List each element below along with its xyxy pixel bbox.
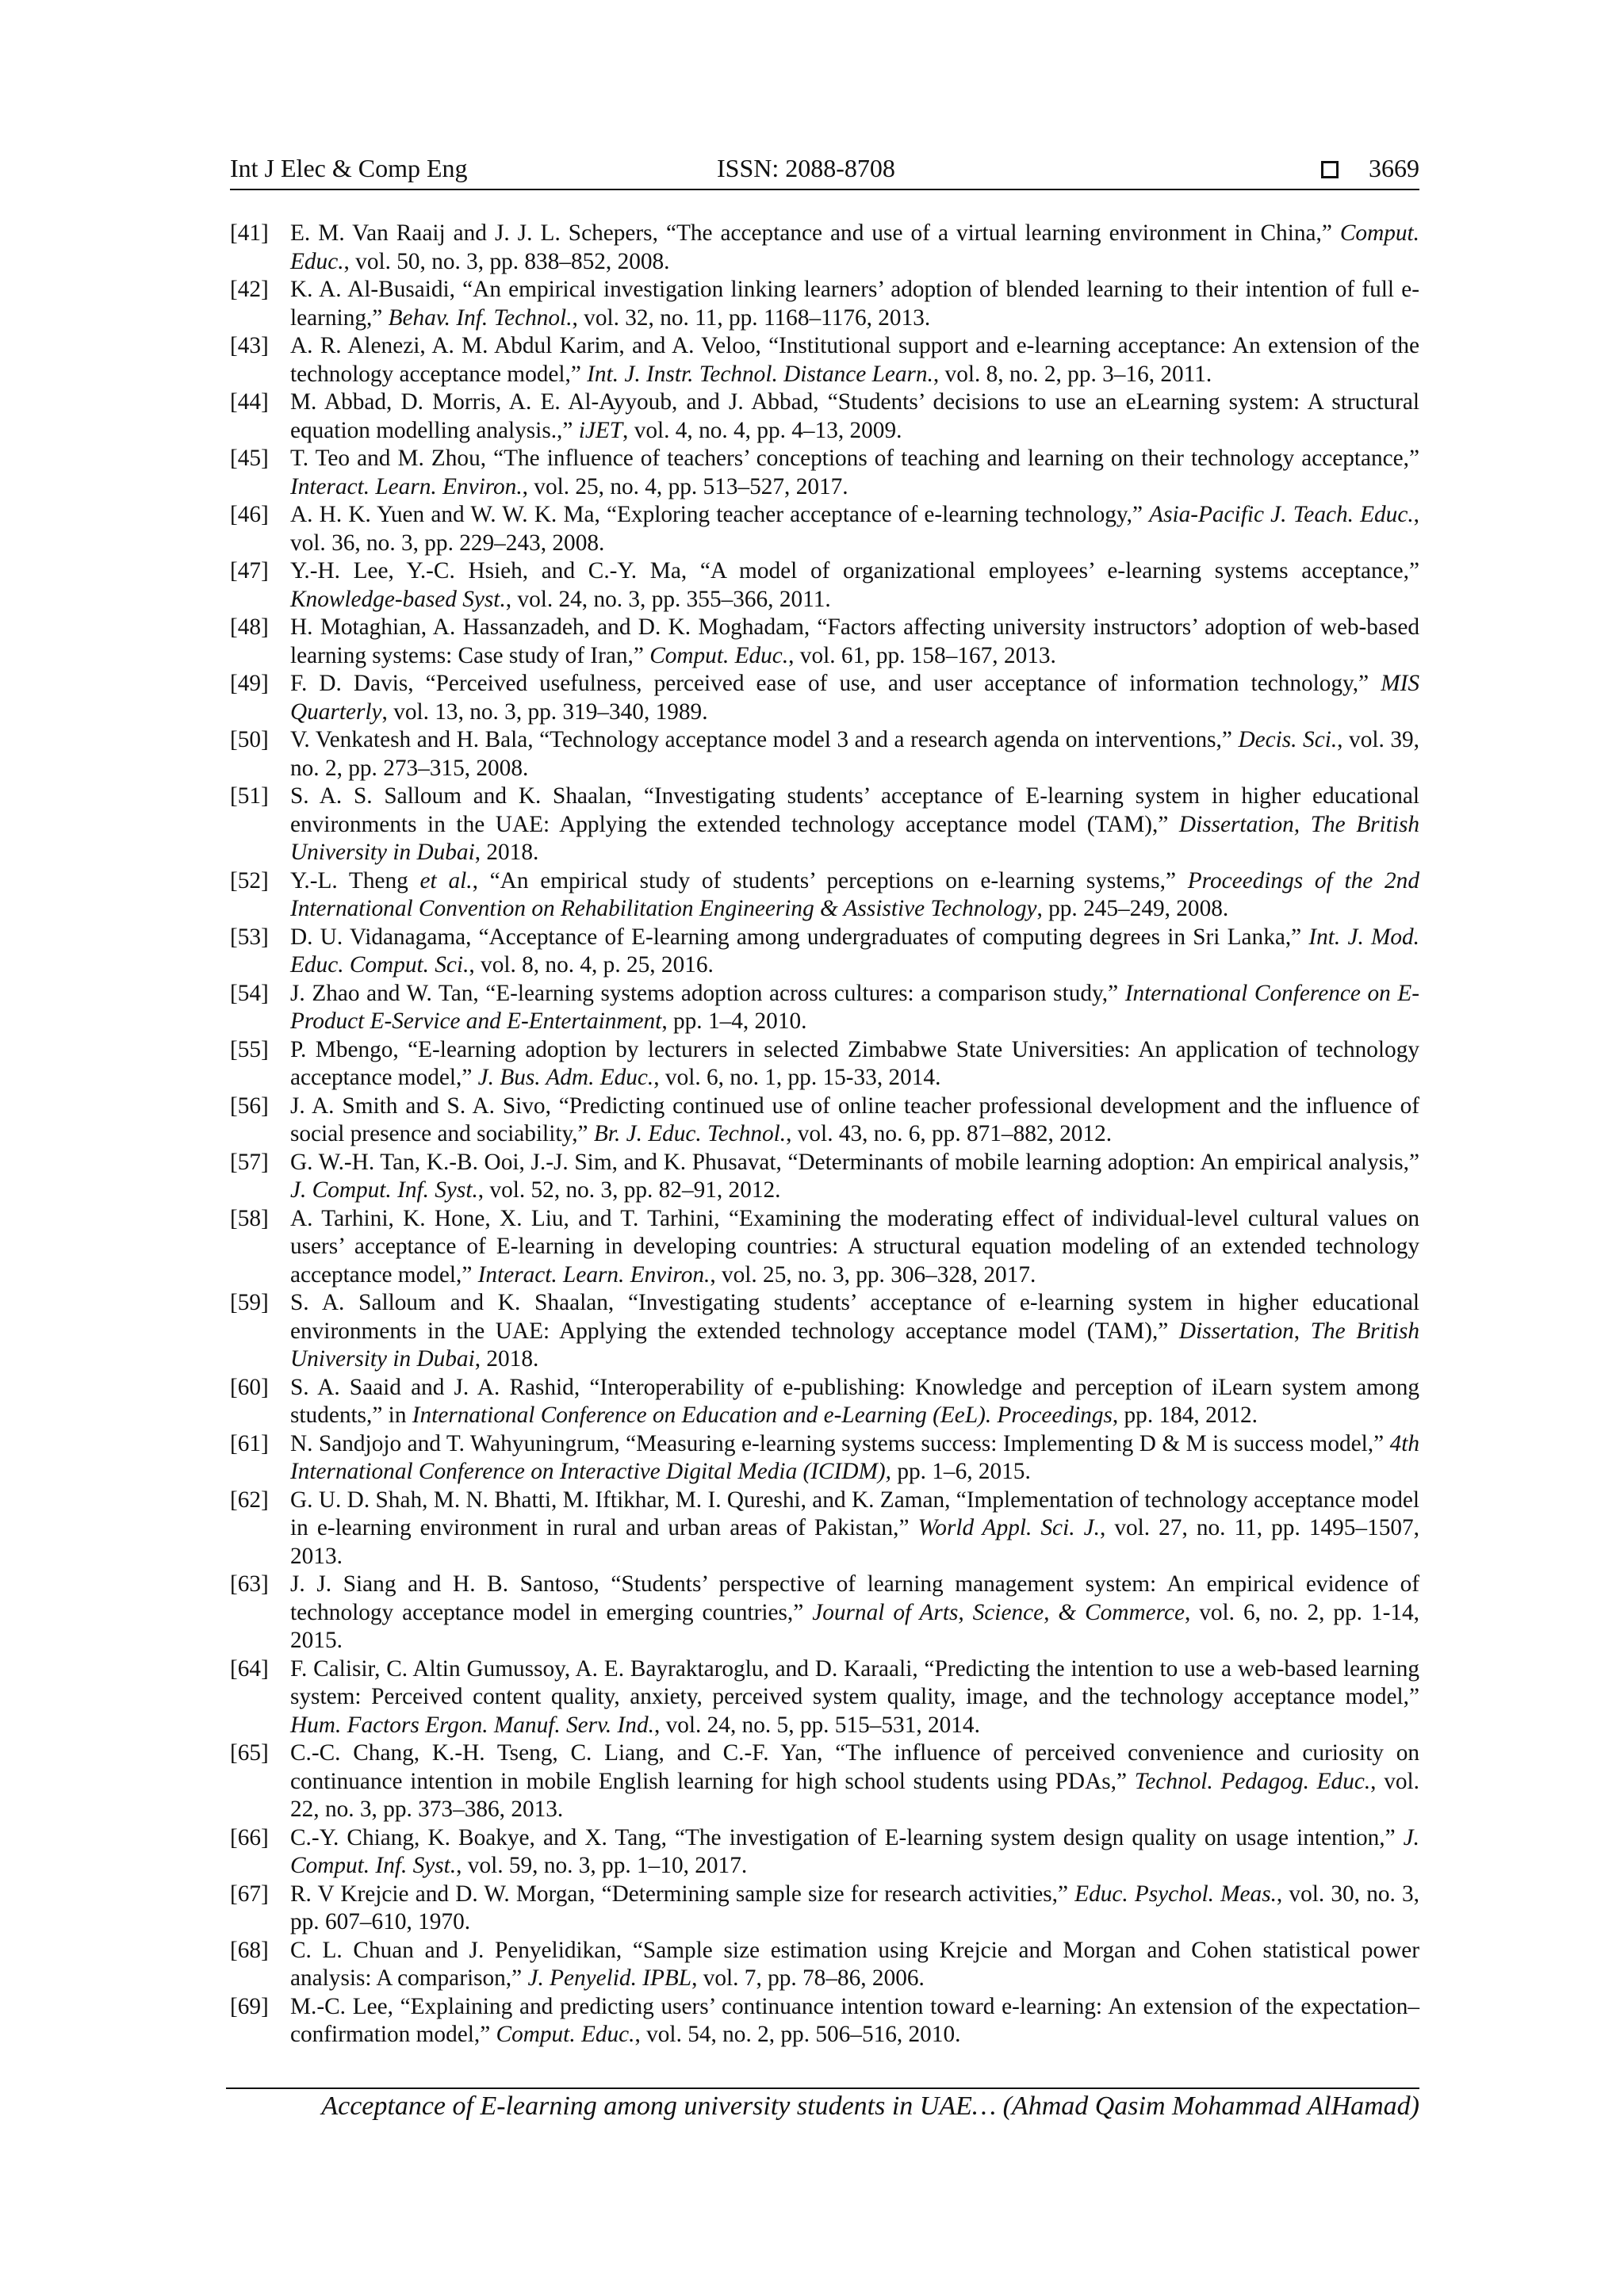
reference-item	[230, 1993, 1419, 2049]
reference-source: J. Comput. Inf. Syst.	[290, 1177, 478, 1203]
header-rule	[230, 189, 1419, 190]
reference-segment: S. A. Salloum and K. Shaalan, “Investigating students’ acceptance of e-learning system in higher educational environments in the UAE: Applying the extended technology acceptance model (TAM),”	[290, 1290, 1419, 1344]
reference-segment: , vol. 6, no. 1, pp. 15-33, 2014.	[653, 1065, 941, 1090]
reference-segment: N. Sandjojo and T. Wahyuningrum, “Measuring e-learning systems success: Implementing D & M is success model,”	[290, 1430, 1390, 1456]
reference-segment: , vol. 4, no. 4, pp. 4–13, 2009.	[622, 417, 902, 443]
reference-text	[290, 1487, 1419, 1571]
reference-segment: M.-C. Lee, “Explaining and predicting users’ continuance intention toward e-learning: An extension of the expectation–confirmation model,”	[290, 1993, 1419, 2047]
reference-segment: , vol. 27, no. 11, pp. 1495–1507, 2013.	[290, 1515, 1420, 1569]
reference-text	[290, 557, 1419, 614]
reference-source: Behav. Inf. Technol.	[388, 304, 573, 331]
reference-item	[230, 1487, 1419, 1571]
reference-number: [59]	[230, 1290, 269, 1315]
reference-number: [46]	[230, 502, 269, 527]
reference-segment: E. M. Van Raaij and J. J. L. Schepers, “The acceptance and use of a virtual learning environment in China,”	[290, 220, 1340, 246]
reference-source: 4th International Conference on Interactive Digital Media (ICIDM),	[290, 1430, 1419, 1484]
reference-number: [60]	[230, 1374, 269, 1400]
reference-text	[290, 445, 1419, 501]
reference-segment: S. A. Saaid and J. A. Rashid, “Interoperability of e-publishing: Knowledge and perception of iLearn system among students,” in	[290, 1374, 1419, 1428]
reference-source: Knowledge-based Syst.	[290, 586, 506, 612]
reference-number: [56]	[230, 1093, 269, 1119]
reference-source: The British University in Dubai	[290, 1318, 1419, 1372]
reference-source: J. Bus. Adm. Educ.	[477, 1065, 654, 1090]
reference-segment: , vol. 43, no. 6, pp. 871–882, 2012.	[786, 1121, 1113, 1146]
reference-number: [61]	[230, 1430, 269, 1456]
reference-number: [53]	[230, 924, 269, 950]
reference-source: Interact. Learn. Environ.	[290, 473, 523, 499]
reference-segment: A. Tarhini, K. Hone, X. Liu, and T. Tarhini, “Examining the moderating effect of individual-level cultural values on users’ acceptance of E-learning in developing countries: A structural equation modeling of an extended technology acceptance model,”	[290, 1205, 1419, 1288]
reference-text	[290, 1374, 1419, 1430]
reference-number: [48]	[230, 614, 269, 640]
reference-source: Journal of Arts, Science, & Commerce	[812, 1599, 1185, 1625]
reference-source: Interact. Learn. Environ.	[477, 1261, 710, 1288]
reference-segment: ,	[1293, 1318, 1311, 1344]
reference-segment: , pp. 184, 2012.	[1112, 1402, 1258, 1428]
reference-item	[230, 220, 1419, 276]
reference-source: Int. J. Mod. Educ. Comput. Sci.	[290, 924, 1419, 978]
reference-item	[230, 614, 1419, 670]
reference-segment: J. Zhao and W. Tan, “E-learning systems adoption across cultures: a comparison study,”	[290, 980, 1125, 1006]
reference-segment: , vol. 61, pp. 158–167, 2013.	[788, 642, 1056, 668]
reference-segment: Y.-H. Lee, Y.-C. Hsieh, and C.-Y. Ma, “A model of organizational employees’ e-learning systems acceptance,”	[290, 558, 1419, 584]
reference-segment: C.-Y. Chiang, K. Boakye, and X. Tang, “The investigation of E-learning system design quality on usage intention,”	[290, 1824, 1404, 1850]
reference-text	[290, 1937, 1419, 1993]
reference-item	[230, 1937, 1419, 1993]
reference-text	[290, 1881, 1419, 1937]
reference-segment: , vol. 36, no. 3, pp. 229–243, 2008.	[290, 502, 1419, 556]
reference-segment: , vol. 25, no. 3, pp. 306–328, 2017.	[710, 1261, 1036, 1288]
reference-segment: C.-C. Chang, K.-H. Tseng, C. Liang, and C.-F. Yan, “The influence of perceived convenience and curiosity on continuance intention in mobile English learning for high school students using PDAs,”	[290, 1740, 1419, 1794]
reference-segment: J. A. Smith and S. A. Sivo, “Predicting continued use of online teacher professional development and the influence of social presence and sociability,”	[290, 1093, 1419, 1146]
reference-segment: V. Venkatesh and H. Bala, “Technology acceptance model 3 and a research agenda on interventions,”	[290, 727, 1239, 752]
reference-text	[290, 1571, 1419, 1655]
reference-item	[230, 783, 1419, 867]
reference-segment: , 2018.	[474, 840, 539, 865]
reference-segment: pp. 1–6, 2015.	[891, 1459, 1031, 1484]
reference-text	[290, 670, 1419, 726]
reference-text	[290, 726, 1419, 783]
reference-source: Comput. Educ.	[649, 642, 789, 668]
reference-text	[290, 980, 1419, 1036]
square-icon	[1321, 161, 1339, 178]
reference-segment: C. L. Chuan and J. Penyelidikan, “Sample size estimation using Krejcie and Morgan and Cohen statistical power analysis: A comparison,”	[290, 1937, 1419, 1991]
reference-segment: , vol. 13, no. 3, pp. 319–340, 1989.	[381, 698, 708, 725]
reference-number: [49]	[230, 671, 269, 696]
reference-item	[230, 670, 1419, 726]
reference-item	[230, 867, 1419, 924]
reference-text	[290, 388, 1419, 445]
reference-source: Dissertation	[1178, 1318, 1294, 1344]
reference-segment: , vol. 59, no. 3, pp. 1–10, 2017.	[456, 1853, 748, 1878]
reference-number: [54]	[230, 980, 269, 1006]
reference-text	[290, 924, 1419, 980]
reference-source: Proceedings of the 2nd International Convention on Rehabilitation Engineering & Assistive Technology	[290, 867, 1419, 921]
reference-number: [58]	[230, 1205, 269, 1231]
reference-segment: , vol. 54, no. 2, pp. 506–516, 2010.	[634, 2022, 961, 2047]
reference-segment: P. Mbengo, “E-learning adoption by lecturers in selected Zimbabwe State Universities: An application of technology acceptance model,”	[290, 1036, 1419, 1090]
reference-text	[290, 1824, 1419, 1881]
reference-item	[230, 1289, 1419, 1374]
journal-name: Int J Elec & Comp Eng	[230, 154, 468, 182]
reference-text	[290, 332, 1419, 388]
reference-source: Int. J. Instr. Technol. Distance Learn.	[587, 361, 933, 387]
reference-segment: , vol. 39, no. 2, pp. 273–315, 2008.	[290, 727, 1420, 781]
reference-item	[230, 1149, 1419, 1205]
reference-text	[290, 1993, 1419, 2049]
reference-text	[290, 276, 1419, 332]
reference-segment: A. R. Alenezi, A. M. Abdul Karim, and A. Veloo, “Institutional support and e-learning acceptance: An extension of the technology acceptance model,”	[290, 333, 1419, 387]
reference-segment: , vol. 25, no. 4, pp. 513–527, 2017.	[522, 473, 848, 499]
issn: ISSN: 2088-8708	[717, 154, 895, 182]
reference-item	[230, 924, 1419, 980]
reference-segment: , vol. 52, no. 3, pp. 82–91, 2012.	[477, 1177, 781, 1203]
reference-segment: F. Calisir, C. Altin Gumussoy, A. E. Bayraktaroglu, and D. Karaali, “Predicting the intention to use a web-based learning system: Perceived content quality, anxiety, perceived system quality, image, and the technology acceptance model,”	[290, 1655, 1419, 1709]
reference-segment: T. Teo and M. Zhou, “The influence of teachers’ conceptions of teaching and learning on their technology acceptance,”	[290, 446, 1419, 471]
reference-source: World Appl. Sci. J.	[917, 1515, 1100, 1540]
reference-item	[230, 1374, 1419, 1430]
page-header	[230, 154, 1419, 189]
reference-item	[230, 1205, 1419, 1290]
reference-text	[290, 1655, 1419, 1740]
reference-text	[290, 614, 1419, 670]
reference-text	[290, 1093, 1419, 1149]
reference-source: Comput. Educ.	[290, 220, 1419, 274]
reference-segment: A. H. K. Yuen and W. W. K. Ma, “Exploring teacher acceptance of e-learning technology,”	[290, 502, 1150, 527]
reference-number: [57]	[230, 1149, 269, 1175]
reference-list	[230, 220, 1419, 2049]
reference-item	[230, 1093, 1419, 1149]
reference-segment: , “An empirical study of students’ perceptions on e-learning systems,”	[472, 867, 1188, 894]
reference-segment: Y.-L. Theng	[290, 867, 420, 894]
reference-text	[290, 1739, 1419, 1824]
reference-number: [55]	[230, 1036, 269, 1062]
reference-number: [43]	[230, 333, 269, 358]
reference-item	[230, 1739, 1419, 1824]
reference-text	[290, 783, 1419, 867]
reference-number: [63]	[230, 1571, 269, 1597]
reference-item	[230, 1655, 1419, 1740]
reference-segment: , vol. 7, pp. 78–86, 2006.	[691, 1965, 925, 1991]
footer-rule	[226, 2087, 1419, 2089]
reference-segment: G. U. D. Shah, M. N. Bhatti, M. Iftikhar, M. I. Qureshi, and K. Zaman, “Implementation of technology acceptance model in e-learning environment in rural and urban areas of Pakistan,”	[290, 1487, 1419, 1540]
reference-item	[230, 388, 1419, 445]
reference-source: MIS Quarterly	[290, 671, 1419, 725]
reference-segment: , pp. 245–249, 2008.	[1036, 896, 1229, 921]
reference-text	[290, 1430, 1419, 1487]
reference-segment: F. D. Davis, “Perceived usefulness, perceived ease of use, and user acceptance of information technology,”	[290, 671, 1381, 696]
reference-item	[230, 1881, 1419, 1937]
reference-segment: , vol. 24, no. 5, pp. 515–531, 2014.	[653, 1712, 980, 1738]
reference-item	[230, 1036, 1419, 1093]
reference-source: iJET	[578, 417, 623, 443]
reference-segment: S. A. S. Salloum and K. Shaalan, “Investigating students’ acceptance of E-learning system in higher educational environments in the UAE: Applying the extended technology acceptance model (TAM),”	[290, 783, 1419, 837]
reference-segment: J. J. Siang and H. B. Santoso, “Students’ perspective of learning management system: An empirical evidence of technology acceptance model in emerging countries,”	[290, 1571, 1419, 1625]
reference-text	[290, 867, 1419, 924]
reference-number: [50]	[230, 727, 269, 752]
reference-item	[230, 1571, 1419, 1655]
reference-number: [45]	[230, 446, 269, 471]
reference-segment: , vol. 22, no. 3, pp. 373–386, 2013.	[290, 1768, 1419, 1822]
reference-number: [41]	[230, 220, 269, 246]
reference-source: International Conference on Education and e-Learning (EeL). Proceedings	[412, 1402, 1113, 1428]
reference-source: Asia-Pacific J. Teach. Educ.	[1149, 502, 1414, 527]
reference-segment: , vol. 8, no. 2, pp. 3–16, 2011.	[933, 361, 1212, 387]
reference-source: Br. J. Educ. Technol.	[593, 1121, 787, 1146]
reference-number: [68]	[230, 1937, 269, 1963]
reference-source: International Conference on E-Product E-Service and E-Entertainment	[290, 980, 1420, 1034]
reference-segment: , vol. 24, no. 3, pp. 355–366, 2011.	[505, 586, 831, 612]
reference-item	[230, 445, 1419, 501]
reference-item	[230, 276, 1419, 332]
reference-number: [42]	[230, 277, 269, 302]
reference-text	[290, 1036, 1419, 1093]
reference-segment: , pp. 1–4, 2010.	[661, 1008, 807, 1034]
reference-segment: , vol. 50, no. 3, pp. 838–852, 2008.	[343, 248, 670, 274]
running-title: Acceptance of E-learning among university students in UAE… (Ahmad Qasim Mohammad AlHamad)	[321, 2091, 1419, 2121]
reference-source: Educ. Psychol. Meas.	[1074, 1881, 1277, 1907]
reference-source: J. Comput. Inf. Syst.	[290, 1824, 1419, 1878]
reference-text	[290, 1205, 1419, 1290]
reference-segment: , 2018.	[474, 1346, 539, 1372]
reference-source: Decis. Sci.	[1238, 727, 1338, 752]
reference-segment: , vol. 30, no. 3, pp. 607–610, 1970.	[290, 1881, 1419, 1934]
reference-text	[290, 1149, 1419, 1205]
reference-segment: D. U. Vidanagama, “Acceptance of E-learning among undergraduates of computing degrees in Sri Lanka,”	[290, 924, 1309, 950]
reference-text	[290, 1289, 1419, 1374]
reference-item	[230, 726, 1419, 783]
reference-number: [64]	[230, 1655, 269, 1682]
reference-source: Dissertation, The British University in Dubai	[290, 811, 1419, 865]
reference-number: [51]	[230, 783, 269, 809]
reference-item	[230, 980, 1419, 1036]
reference-number: [69]	[230, 1993, 269, 2019]
reference-segment: K. A. Al-Busaidi, “An empirical investigation linking learners’ adoption of blended learning to their intention of full e-learning,”	[290, 277, 1419, 331]
reference-segment: M. Abbad, D. Morris, A. E. Al-Ayyoub, and J. Abbad, “Students’ decisions to use an eLearning system: A structural equation modelling analysis.,”	[290, 389, 1419, 443]
reference-number: [67]	[230, 1881, 269, 1907]
reference-segment: H. Motaghian, A. Hassanzadeh, and D. K. Moghadam, “Factors affecting university instructors’ adoption of web-based learning systems: Case study of Iran,”	[290, 614, 1419, 668]
reference-source: Comput. Educ.	[496, 2022, 635, 2047]
reference-segment: , vol. 6, no. 2, pp. 1-14, 2015.	[290, 1599, 1419, 1653]
reference-segment: R. V Krejcie and D. W. Morgan, “Determining sample size for research activities,”	[290, 1881, 1075, 1907]
reference-number: [44]	[230, 389, 269, 415]
reference-segment: , vol. 32, no. 11, pp. 1168–1176, 2013.	[572, 304, 931, 331]
reference-text	[290, 220, 1419, 276]
page-number: 3669	[1369, 154, 1419, 182]
reference-segment: , vol. 8, no. 4, p. 25, 2016.	[469, 952, 714, 978]
reference-item	[230, 332, 1419, 388]
reference-number: [62]	[230, 1487, 269, 1513]
reference-number: [65]	[230, 1740, 269, 1766]
reference-source: Technol. Pedagog. Educ.	[1134, 1768, 1371, 1794]
reference-text	[290, 501, 1419, 557]
reference-item	[230, 1824, 1419, 1881]
reference-source: J. Penyelid. IPBL	[527, 1965, 692, 1991]
reference-segment: G. W.-H. Tan, K.-B. Ooi, J.-J. Sim, and K. Phusavat, “Determinants of mobile learning adoption: An empirical analysis,”	[290, 1149, 1419, 1175]
reference-item	[230, 1430, 1419, 1487]
reference-item	[230, 501, 1419, 557]
page-number-group	[1321, 154, 1419, 183]
reference-item	[230, 557, 1419, 614]
reference-source: Hum. Factors Ergon. Manuf. Serv. Ind.	[290, 1712, 654, 1738]
reference-number: [52]	[230, 867, 269, 894]
reference-number: [47]	[230, 558, 269, 584]
reference-source: et al.	[419, 867, 473, 894]
reference-number: [66]	[230, 1824, 269, 1850]
